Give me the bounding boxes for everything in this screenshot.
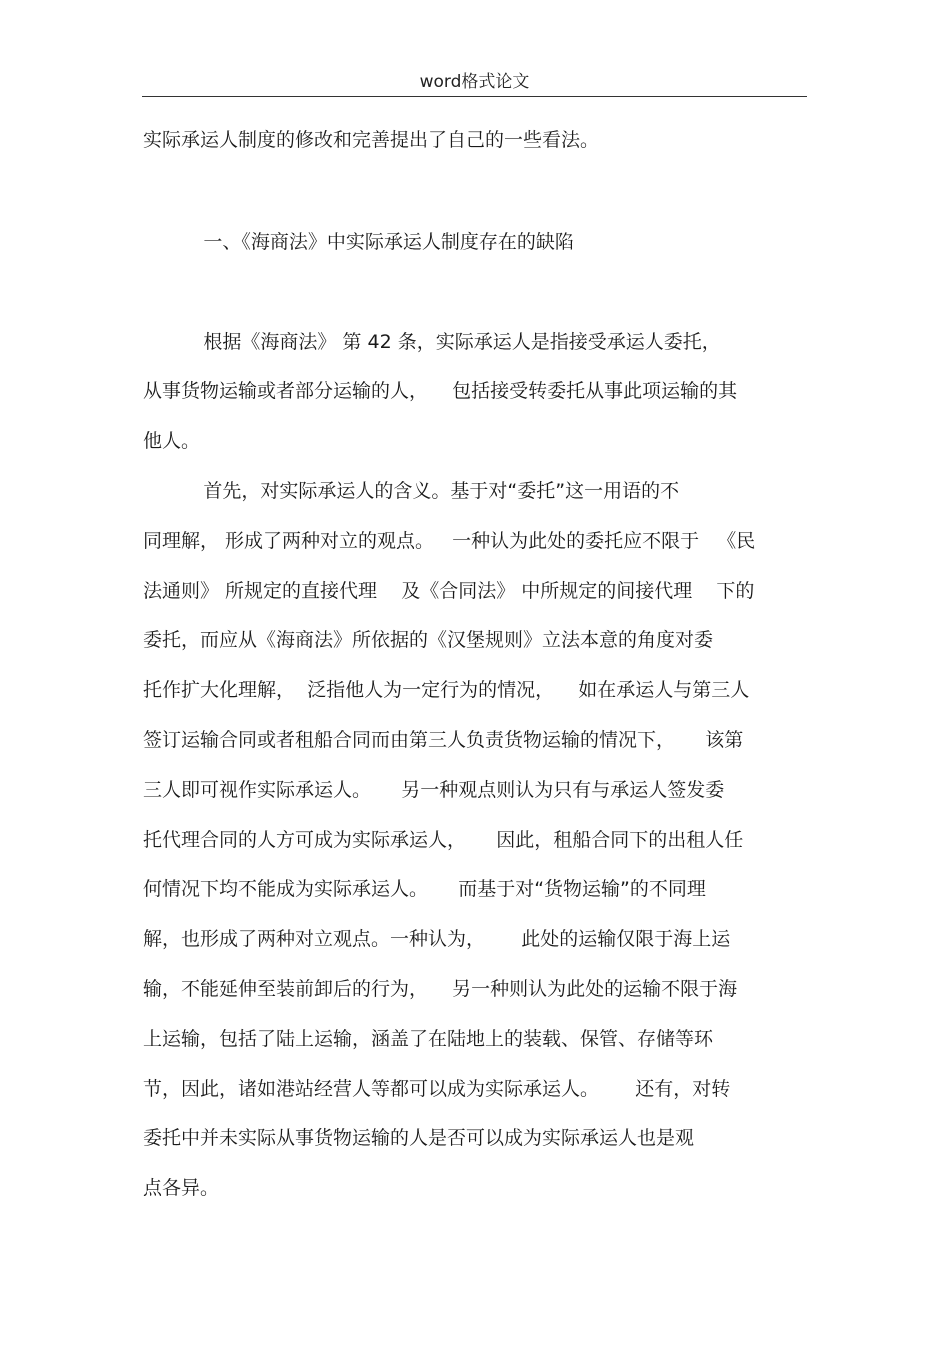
text-line: 节，因此，诸如港站经营人等都可以成为实际承运人。 还有，对转 [143,1078,731,1100]
text-line: 解，也形成了两种对立观点。一种认为， 此处的运输仅限于海上运 [143,928,731,950]
page-header-title: word格式论文 [419,72,530,92]
text-line: 从事货物运输或者部分运输的人， 包括接受转委托从事此项运输的其 [143,380,738,402]
text-line: 根据《海商法》 第 42 条，实际承运人是指接受承运人委托， [143,331,721,353]
text-line: 他人。 [143,430,201,452]
text-line: 法通则》 所规定的直接代理 及《合同法》 中所规定的间接代理 下的 [143,580,755,602]
text-line: 首先，对实际承运人的含义。基于对“委托”这一用语的不 [143,480,680,502]
text-line: 三人即可视作实际承运人。 另一种观点则认为只有与承运人签发委 [143,779,725,801]
text-line: 委托中并未实际从事货物运输的人是否可以成为实际承运人也是观 [143,1127,695,1149]
header-divider [142,96,807,97]
text-line: 何情况下均不能成为实际承运人。 而基于对“货物运输”的不同理 [143,878,706,900]
text-line: 输，不能延伸至装前卸后的行为， 另一种则认为此处的运输不限于海 [143,978,738,1000]
text-line: 同理解， 形成了两种对立的观点。 一种认为此处的委托应不限于 《民 [143,530,756,552]
text-line: 托代理合同的人方可成为实际承运人， 因此，租船合同下的出租人任 [143,829,744,851]
text-line: 实际承运人制度的修改和完善提出了自己的一些看法。 [143,129,600,151]
text-line: 委托，而应从《海商法》所依据的《汉堡规则》立法本意的角度对委 [143,629,714,651]
section-heading: 一、《海商法》中实际承运人制度存在的缺陷 [143,231,574,253]
text-line: 上运输，包括了陆上运输，涵盖了在陆地上的装载、保管、存储等环 [143,1028,714,1050]
text-line: 托作扩大化理解， 泛指他人为一定行为的情况， 如在承运人与第三人 [143,679,750,701]
text-line: 签订运输合同或者租船合同而由第三人负责货物运输的情况下， 该第 [143,729,744,751]
text-line: 点各异。 [143,1177,220,1199]
